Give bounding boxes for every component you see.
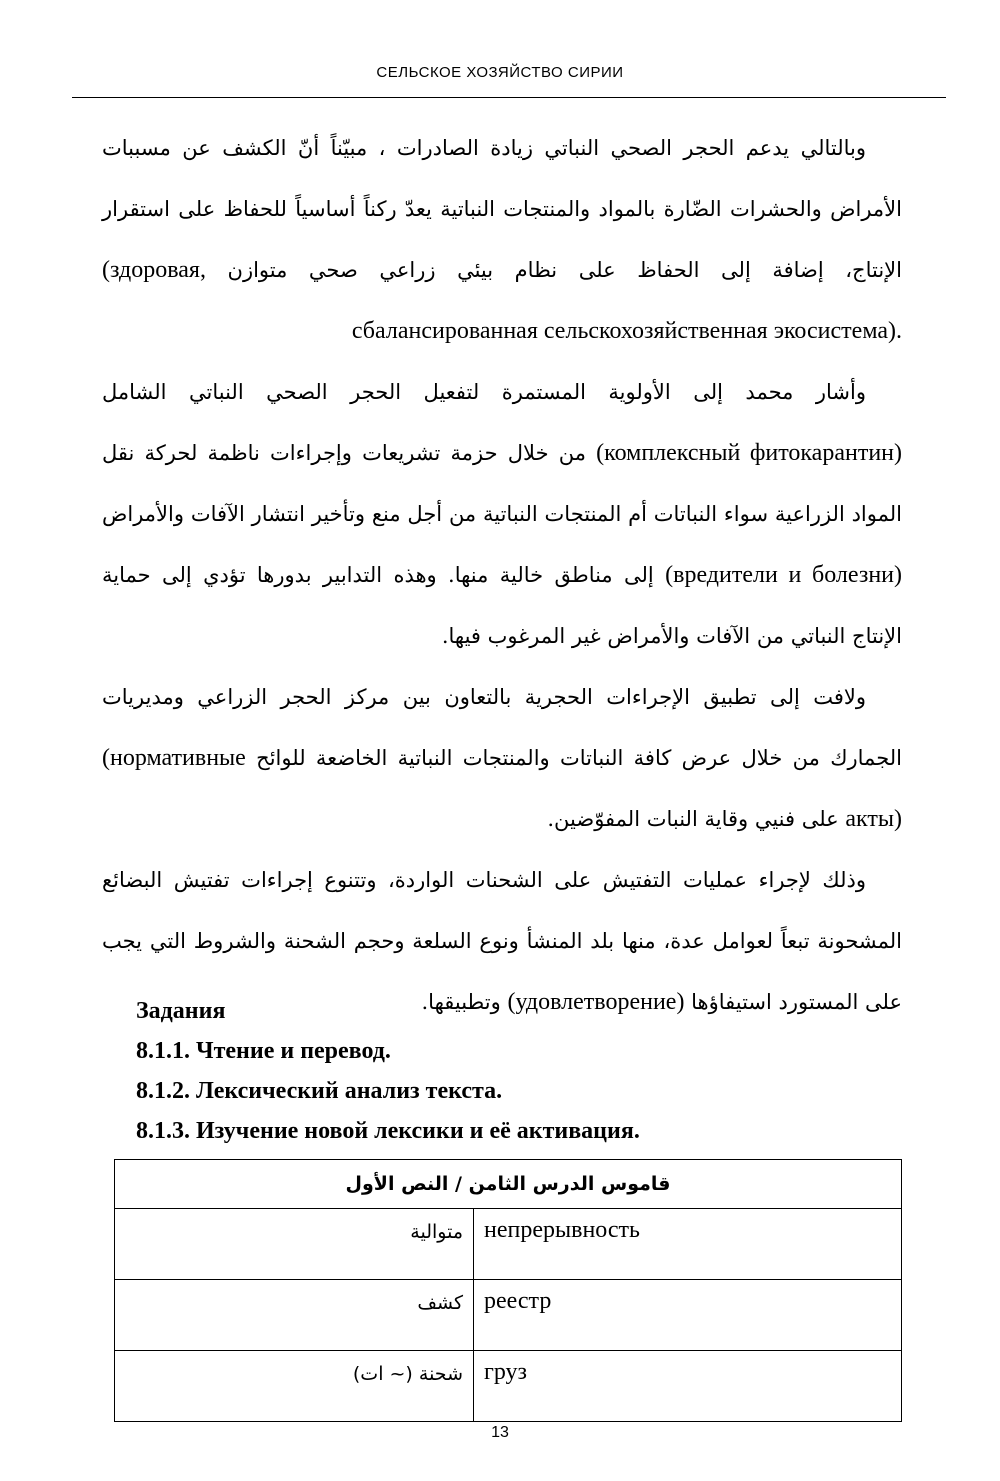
paragraph-2 (102, 362, 902, 667)
vocabulary-title: قاموس الدرس الثامن / النص الأول (115, 1160, 902, 1209)
paragraph-arabic-text: من خلال حزمة تشريعات وإجراءات ناظمة لحركة نقل المواد الزراعية سواء النباتات أم المنتجات النباتية من أجل منع وتأخير انتشار الآفات والأمراض (102, 441, 902, 526)
paragraph-arabic-text: ولافت إلى تطبيق الإجراءات الحجرية بالتعاون بين مركز الحجر الزراعي ومديريات الجمارك من خلال عرض كافة النباتات والمنتجات النباتية الخاضعة للوائح (102, 685, 902, 770)
paragraph-3 (102, 667, 902, 850)
page-number: 13 (491, 1424, 509, 1441)
vocabulary-arabic-term: متوالية (115, 1209, 474, 1280)
task-item: 8.1.1. Чтение и перевод. (136, 1038, 391, 1064)
paragraph-arabic-text: إلى مناطق خالية منها. وهذه التدابير بدورها تؤدي إلى حماية الإنتاج النباتي من الآفات والأمراض غير المرغوب فيها. (102, 563, 902, 648)
header-rule (72, 97, 946, 98)
tasks-heading: Задания (136, 998, 226, 1024)
vocabulary-arabic-term: شحنة (~ ات) (115, 1351, 474, 1422)
vocabulary-russian-term: груз (474, 1351, 902, 1422)
paragraph-1 (102, 118, 902, 362)
paragraph-arabic-text: وذلك لإجراء عمليات التفتيش على الشحنات الواردة، وتتنوع إجراءات تفتيش البضائع المشحونة تبعاً لعوامل عدة، منها بلد المنشأ ونوع السلعة وحجم الشحنة والشروط التي يجب على المستورد استيفاؤها (102, 868, 902, 1014)
vocabulary-row (115, 1351, 902, 1422)
paragraph-arabic-text: على فنيي وقاية النبات المفوّضين. (547, 807, 839, 831)
paragraph-arabic-text: وبالتالي يدعم الحجر الصحي النباتي زيادة الصادرات ، مبيّناً أنّ الكشف عن مسببات الأمراض والحشرات الضّارة بالمواد والمنتجات النباتية يعدّ ركناً أساسياً للحفاظ على استقرار الإنتاج، إضافة إلى الحفاظ على نظام بيئي زراعي صحي متوازن (102, 136, 902, 282)
vocabulary-header-row (115, 1160, 902, 1209)
paragraph-arabic-text: وتطبيقها. (421, 990, 501, 1014)
russian-gloss: (удовлетворение) (507, 989, 685, 1015)
russian-gloss: (комплексный фитокарантин) (596, 440, 902, 466)
running-title: СЕЛЬСКОЕ ХОЗЯЙСТВО СИРИИ (376, 64, 624, 81)
task-item: 8.1.3. Изучение новой лексики и её активация. (136, 1118, 640, 1144)
vocabulary-row (115, 1280, 902, 1351)
vocabulary-arabic-term: كشف (115, 1280, 474, 1351)
vocabulary-row (115, 1209, 902, 1280)
vocabulary-table (114, 1159, 902, 1422)
vocabulary-russian-term: непрерывность (474, 1209, 902, 1280)
task-item: 8.1.2. Лексический анализ текста. (136, 1078, 503, 1104)
tasks-section (136, 991, 640, 1151)
paragraph-arabic-text: وأشار محمد إلى الأولوية المستمرة لتفعيل الحجر الصحي النباتي الشامل (102, 380, 866, 404)
russian-gloss: (вредители и болезни) (665, 562, 902, 588)
russian-gloss: (нормативные акты) (102, 745, 902, 832)
vocabulary-russian-term: реестр (474, 1280, 902, 1351)
russian-gloss: (здоровая, сбалансированная сельскохозяйственная экосистема). (102, 257, 902, 344)
main-text (102, 118, 902, 1033)
